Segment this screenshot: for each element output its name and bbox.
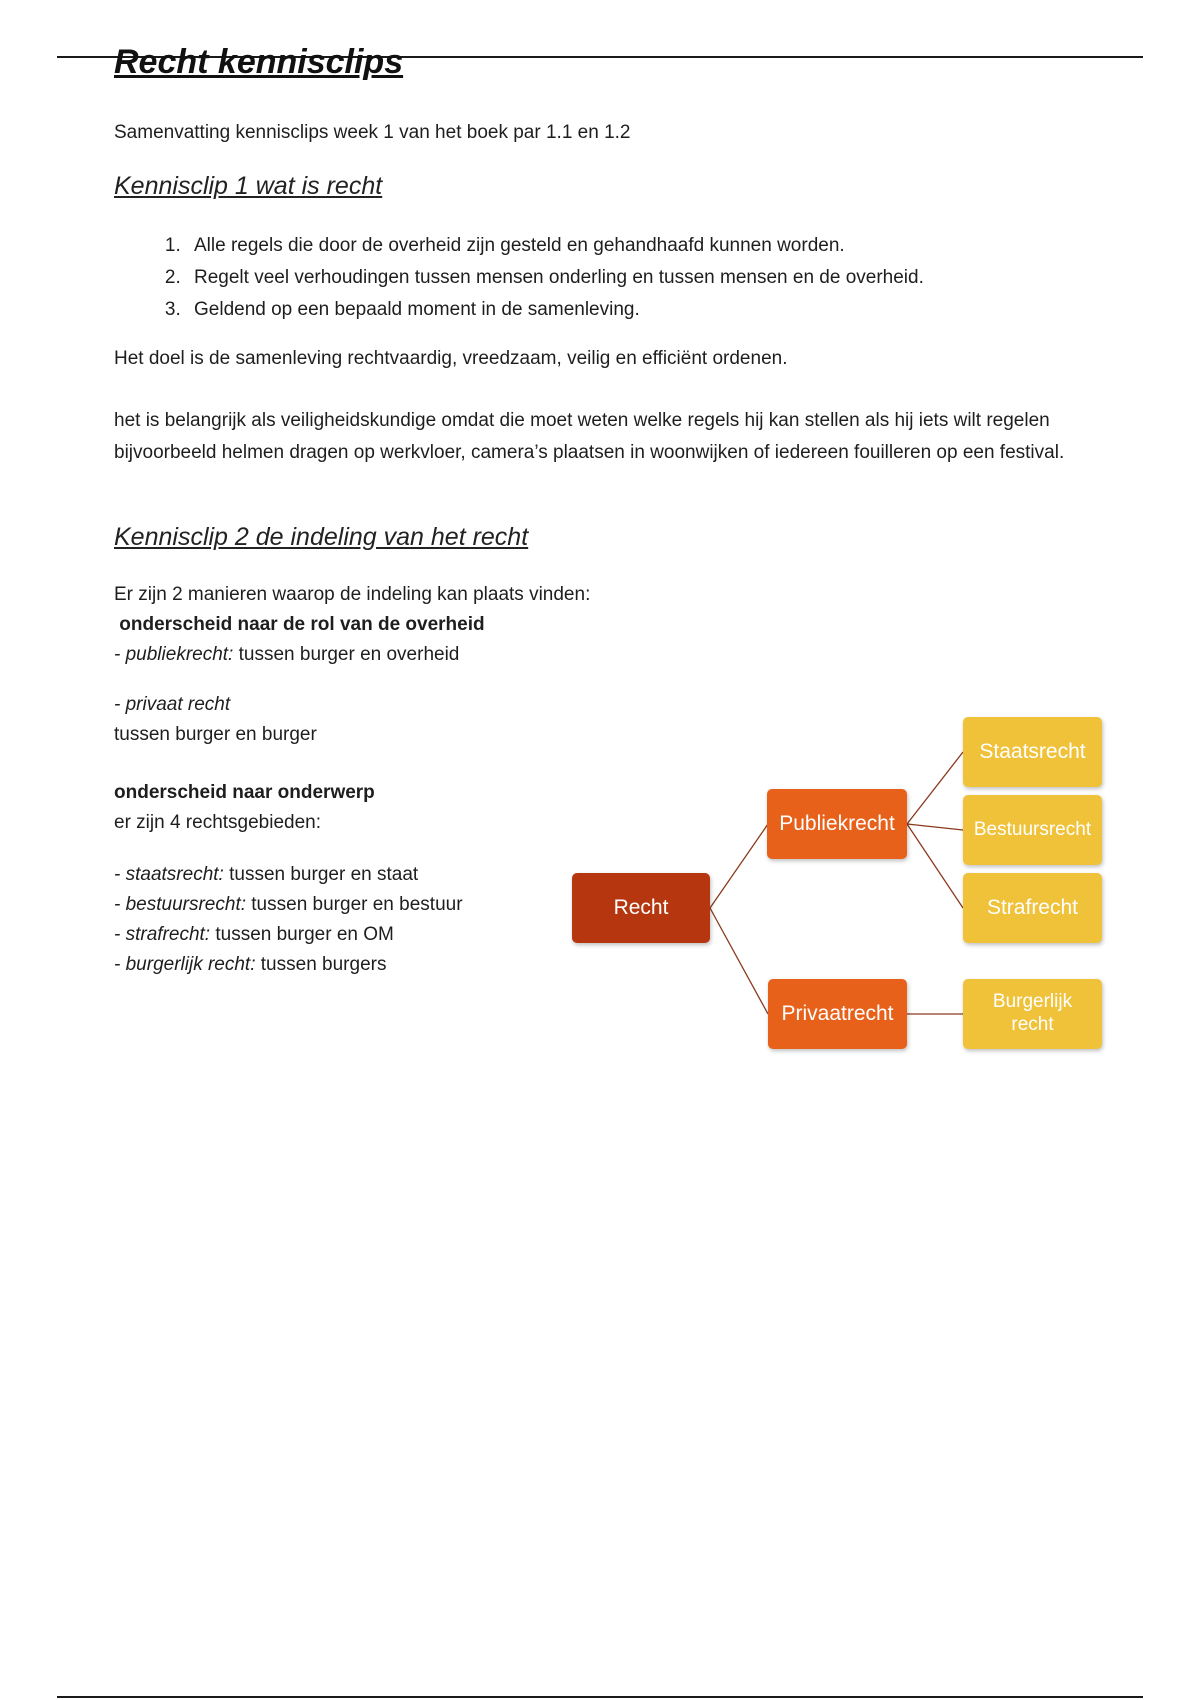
public-law-line xyxy=(114,640,590,670)
subject-heading: onderscheid naar onderwerp xyxy=(114,782,375,803)
role-heading xyxy=(114,610,590,640)
connector-publiek-staats xyxy=(907,752,963,824)
definition-list xyxy=(114,230,924,326)
law-classification-diagram xyxy=(560,700,1120,1070)
area-line xyxy=(114,920,590,950)
area-desc: tussen burger en OM xyxy=(210,924,394,945)
area-desc: tussen burgers xyxy=(255,954,387,975)
area-desc: tussen burger en staat xyxy=(223,864,419,885)
area-line xyxy=(114,890,590,920)
area-term: - staatsrecht: xyxy=(114,864,224,885)
area-term: - strafrecht: xyxy=(114,924,211,945)
private-law-desc: tussen burger en burger xyxy=(114,724,317,745)
importance-paragraph: het is belangrijk als veiligheidskundige omdat die moet weten welke regels hij kan stellen als hij iets wilt regelen bijvoorbeeld helmen dragen op werkvloer, camera’s plaatsen in woonwijken of iedereen fouilleren op een festival. xyxy=(114,410,1065,463)
connector-publiek-bestuurs xyxy=(907,824,963,830)
classification-text xyxy=(114,580,590,980)
subtitle: Samenvatting kennisclips week 1 van het boek par 1.1 en 1.2 xyxy=(114,122,631,143)
area-desc: tussen burger en bestuur xyxy=(246,894,463,915)
private-law-term: - privaat recht xyxy=(114,694,231,715)
list-item: 3. Geldend op een bepaald moment in de samenleving. xyxy=(186,294,924,326)
connector-root-publiek xyxy=(710,824,768,908)
connector-root-privaat xyxy=(710,908,768,1014)
role-heading-text: onderscheid naar de rol van de overheid xyxy=(119,614,485,635)
area-line xyxy=(114,860,590,890)
section-heading-clip2: Kennisclip 2 de indeling van het recht xyxy=(114,523,529,551)
node-publiekrecht: Publiekrecht xyxy=(767,789,907,859)
section-heading-clip1: Kennisclip 1 wat is recht xyxy=(114,172,383,200)
node-strafrecht: Strafrecht xyxy=(963,873,1102,943)
area-term: - burgerlijk recht: xyxy=(114,954,256,975)
list-item: 1. Alle regels die door de overheid zijn gesteld en gehandhaafd kunnen worden. xyxy=(186,230,924,262)
node-staatsrecht: Staatsrecht xyxy=(963,717,1102,787)
page-title: Recht kennisclips xyxy=(114,43,404,81)
area-line xyxy=(114,950,590,980)
goal-paragraph: Het doel is de samenleving rechtvaardig, vreedzaam, veilig en efficiënt ordenen. xyxy=(114,348,788,369)
area-term: - bestuursrecht: xyxy=(114,894,246,915)
public-law-term: - publiekrecht: xyxy=(114,644,234,665)
node-recht: Recht xyxy=(572,873,710,943)
node-burgerlijk-recht: Burgerlijk recht xyxy=(963,979,1102,1049)
list-item: 2. Regelt veel verhoudingen tussen mensen onderling en tussen mensen en de overheid. xyxy=(186,262,924,294)
public-law-desc: tussen burger en overheid xyxy=(233,644,460,665)
node-privaatrecht: Privaatrecht xyxy=(768,979,907,1049)
subject-intro: er zijn 4 rechtsgebieden: xyxy=(114,812,322,833)
node-bestuursrecht: Bestuursrecht xyxy=(963,795,1102,865)
intro-line: Er zijn 2 manieren waarop de indeling kan plaats vinden: xyxy=(114,584,591,605)
bottom-rule xyxy=(57,1696,1143,1698)
connector-publiek-straf xyxy=(907,824,963,908)
